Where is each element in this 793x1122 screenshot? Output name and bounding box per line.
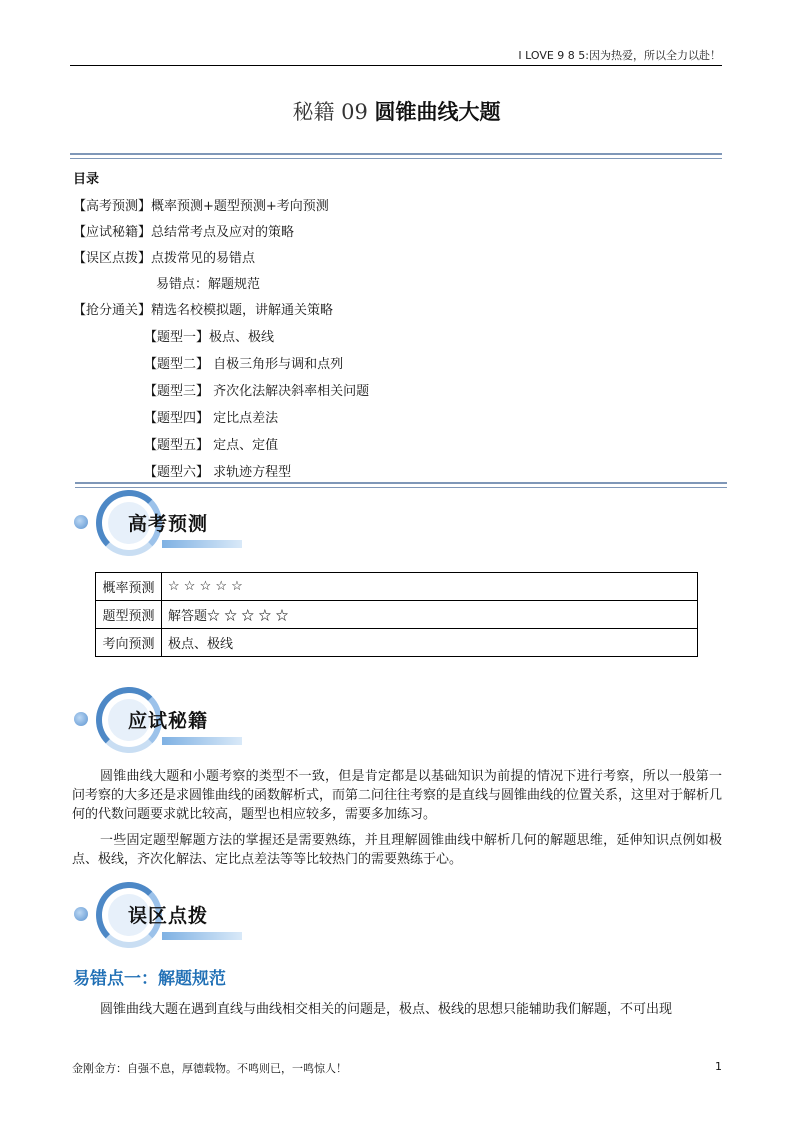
section-title: 应试秘籍 [128,710,209,732]
table-value: 极点、极线 [162,629,698,657]
table-row [96,629,698,657]
toc-item: 【误区点拨】点拨常见的易错点 [73,251,256,266]
dot-icon [74,515,88,529]
table-value: ☆ ☆ ☆ ☆ ☆ [162,573,698,601]
page-footer: 金刚金方：自强不息，厚德载物。不鸣则已，一鸣惊人！ [72,1062,347,1075]
dot-icon [74,907,88,921]
toc-item: 【题型四】 定比点差法 [144,411,279,426]
page-number: 1 [715,1060,722,1073]
table-row [96,601,698,629]
toc-item: 【高考预测】概率预测+题型预测+考向预测 [73,199,329,214]
table-label: 题型预测 [96,601,162,629]
section-title: 误区点拨 [128,905,209,927]
header-rule [70,65,722,66]
title-prefix: 秘籍 09 [292,100,368,124]
paragraph: 一些固定题型解题方法的掌握还是需要熟练，并且理解圆锥曲线中解析几何的解题思维，延伸知识点例如极点、极线，齐次化解法、定比点差法等等比较热门的需要熟练于心。 [72,833,722,867]
toc-heading: 目录 [73,172,100,187]
prediction-table [95,572,698,657]
toc-item: 【题型一】极点、极线 [144,330,275,345]
dot-icon [74,712,88,726]
mistake-heading: 易错点一：解题规范 [73,969,226,989]
toc-item: 【抢分通关】精选名校模拟题，讲解通关策略 [73,303,334,318]
table-row [96,573,698,601]
page-header: I LOVE 9 8 5:因为热爱，所以全力以赴！ [518,49,721,62]
toc-item: 【题型六】 求轨迹方程型 [144,465,292,480]
paragraph: 圆锥曲线大题在遇到直线与曲线相交相关的问题是，极点、极线的思想只能辅助我们解题，不可出现 [100,1002,673,1017]
toc-item: 易错点：解题规范 [156,277,261,292]
section-banner-secrets [70,685,260,757]
paragraph: 圆锥曲线大题和小题考察的类型不一致，但是肯定都是以基础知识为前提的情况下进行考察，所以一般第一问考察的大多还是求圆锥曲线的函数解析式，而第二问往往考察的是直线与圆锥曲线的位置关系，这里对于解析几何的代数问题要求就比较高，题型也相应较多，需要多加练习。 [72,769,723,822]
table-label: 概率预测 [96,573,162,601]
toc-item: 【应试秘籍】总结常考点及应对的策略 [73,225,295,240]
toc-item: 【题型五】 定点、定值 [144,438,279,453]
section-title: 高考预测 [128,513,209,535]
section-banner-prediction [70,488,260,560]
title-divider [70,153,722,159]
table-label: 考向预测 [96,629,162,657]
toc-item: 【题型二】 自极三角形与调和点列 [144,357,344,372]
page-title [0,96,793,126]
title-main: 圆锥曲线大题 [374,100,501,124]
section-banner-mistakes [70,880,260,952]
toc-item: 【题型三】 齐次化法解决斜率相关问题 [144,384,370,399]
table-value: 解答题☆ ☆ ☆ ☆ ☆ [162,601,698,629]
